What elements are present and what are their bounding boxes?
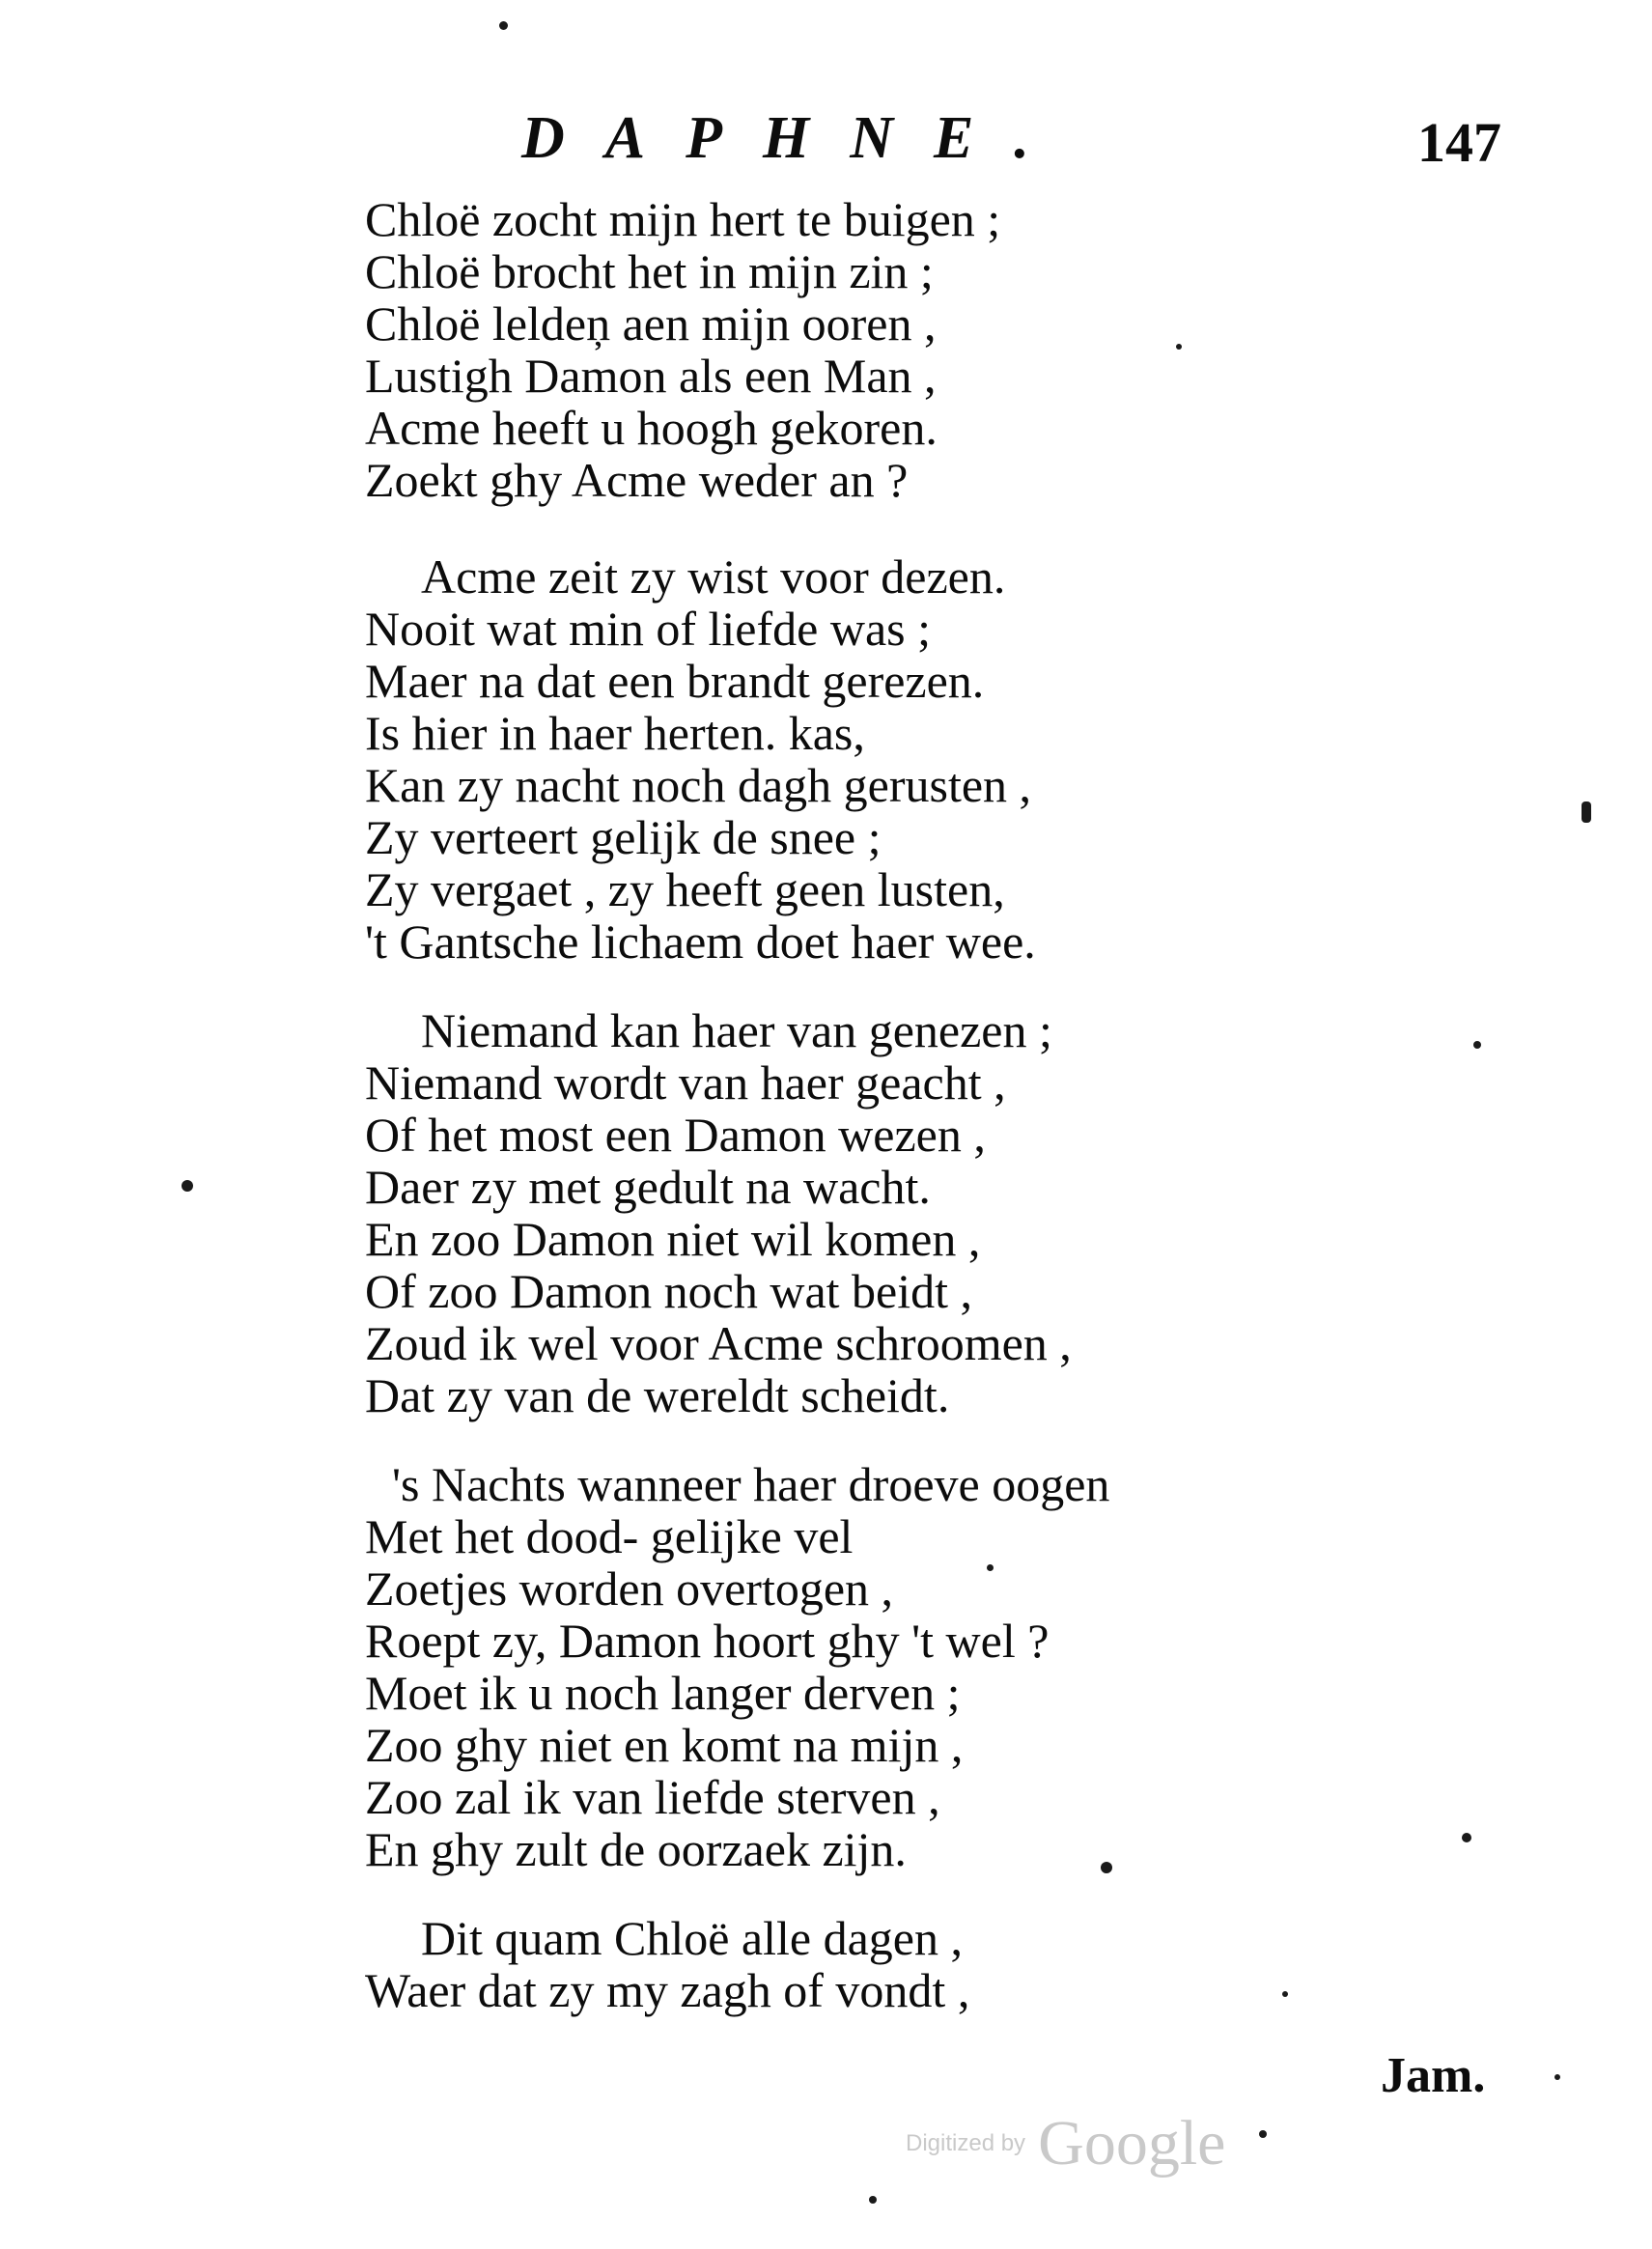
verse-line: Chloë leldeņ aen mijn ooren , [365,296,937,351]
verse-line: Of zoo Damon noch wat beidt , [365,1264,973,1318]
stanza-2 [365,550,1234,968]
verse-line: Niemand wordt van haer geacht , [365,1055,1006,1110]
scan-speck [182,1180,193,1192]
verse-line: En ghy zult de oorzaek zijn. [365,1822,907,1876]
stanza-1 [365,193,1234,506]
verse-line: Zoo ghy niet en komt na mijn , [365,1718,964,1772]
scan-speck [987,1564,994,1571]
verse-line: Kan zy nacht noch dagh gerusten , [365,758,1032,812]
scan-speck [499,21,508,30]
verse-line: Zy vergaet , zy heeft geen lusten, [365,862,1005,916]
page-number: 147 [1417,111,1501,174]
verse-line: Maer na dat een brandt gerezen. [365,654,985,708]
verse-line: Lustigh Damon als een Man , [365,349,937,403]
scan-speck [869,2196,877,2204]
scan-speck [1462,1833,1471,1842]
verse-line: Niemand kan haer van genezen ; [421,1003,1052,1057]
scan-speck [1582,801,1591,823]
verse-line: Acme zeit zy wist voor dezen. [421,549,1006,604]
verse-line: Nooit wat min of liefde was ; [365,602,931,656]
scan-speck [1176,344,1182,350]
verse-line: Zoo zal ik van liefde sterven , [365,1770,940,1824]
stanza-4 [365,1458,1234,1875]
scan-speck [1473,1041,1481,1049]
verse-line: En zoo Damon niet wil komen , [365,1212,981,1266]
verse-line: Dat zy van de wereldt scheidt. [365,1368,950,1422]
watermark-prefix: Digitized by [906,2130,1026,2156]
verse-line: Met het dood- gelijke vel [365,1509,854,1563]
digitization-watermark [906,2107,1225,2180]
catchword: Jam. [1381,2048,1486,2103]
verse-line: Zoetjes worden overtogen , [365,1561,894,1616]
scan-speck [1282,1991,1288,1997]
verse-line: Daer zy met gedult na wacht. [365,1160,931,1214]
verse-line: Chloë brocht het in mijn zin ; [365,244,934,298]
verse-line: Waer dat zy my zagh of vondt , [365,1963,970,2017]
watermark-brand: Google [1038,2108,1226,2179]
verse-line: Is hier in haer herten. kas, [365,706,865,760]
verse-line: Moet ik u noch langer derven ; [365,1666,961,1720]
verse-line: Dit quam Chloë alle dagen , [421,1911,963,1965]
stanza-3 [365,1004,1234,1421]
verse-line: Zoekt ghy Acme weder an ? [365,453,909,507]
scan-speck [1259,2130,1267,2138]
stanza-5 [365,1912,1234,2016]
scan-speck [1554,2074,1560,2080]
running-title: DAPHNE. [521,105,1070,171]
verse-line: Roept zy, Damon hoort ghy 't wel ? [365,1614,1050,1668]
scan-speck [1101,1862,1112,1873]
verse-line: Of het most een Damon wezen , [365,1108,986,1162]
verse-line: Zoud ik wel voor Acme schroomen , [365,1316,1072,1370]
verse-line: Acme heeft u hoogh gekoren. [365,401,938,455]
verse-line: 's Nachts wanneer haer droeve oogen [392,1457,1110,1511]
verse-line: Chloë zocht mijn hert te buigen ; [365,192,1001,246]
verse-line: 't Gantsche lichaem doet haer wee. [365,914,1036,969]
verse-line: Zy verteert gelijk de snee ; [365,810,882,864]
